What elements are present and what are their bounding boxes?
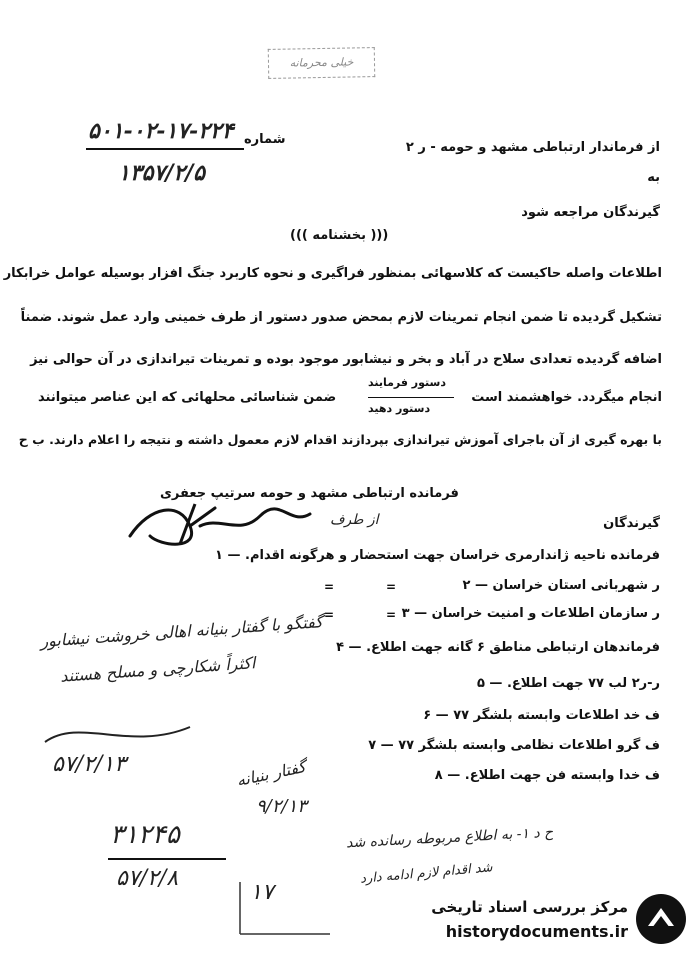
handwritten-bottom-date: ۵۷/۲/۸ [116,866,179,891]
recipients-label: گیرندگان [603,516,660,531]
ditto-mark: = [324,580,335,594]
handwritten-note-date: ۵۷/۲/۱۳ [52,752,126,777]
body-line-4-option-lower: دستور دهید [368,402,431,415]
recipient-item: ۵ — ر-ر۲ لب ۷۷ جهت اطلاع. [476,676,660,691]
bottom-stamp-frame [236,876,336,940]
body-line-4-option-upper: دستور فرمایند [368,376,446,389]
body-line-1: اطلاعات واصله حاکیست که کلاسهائی بمنظور فراگیری و نحوه کاربرد جنگ افزار بوسیله عوامل خرابکار [3,266,662,281]
ditto-mark: = [386,608,397,622]
signature-on-behalf: از طرف [330,512,379,528]
body-line-3: اضافه گردیده تعدادی سلاح در آباد و بخر و نیشابور موجود بوده و تمرینات تیراندازی در آن حوالی نیز [30,352,662,367]
recipient-item: ۴ — فرماندهان ارتباطی مناطق ۶ گانه جهت اطلاع. [336,640,660,655]
signature-scribble [120,496,320,554]
recipient-item: ۱ — فرمانده ناحیه ژاندارمری خراسان جهت استحضار و هرگونه اقدام. [215,548,660,563]
to-line: گیرندگان مراجعه شود [521,205,660,220]
handwritten-bottom-number: ۳۱۲۴۵ [110,820,180,850]
recipient-item: ۷ — ف گرو اطلاعات نظامی وابسته بلشگر ۷۷ [368,738,660,753]
ditto-mark: = [386,580,397,594]
signature-title: فرمانده ارتباطی مشهد و حومه سرتیپ جعفری [160,486,459,501]
circular-title: ((( بخشنامه ))) [290,228,389,243]
recipient-item: ۸ — ف خدا وابسته فن جهت اطلاع. [434,768,660,783]
recipient-item: ۲ — ر شهربانی استان خراسان [462,578,660,593]
recipient-item: ۳ — ر سازمان اطلاعات و امنیت خراسان [401,606,660,621]
document-number: ۵۰۱-۰۲-۱۷-۲۲۴ [88,118,234,144]
from-line: از فرماندار ارتباطی مشهد و حومه - ر ۲ [405,140,660,155]
handwritten-flourish [40,712,200,752]
handwritten-middle-date: ۹/۲/۱۳ [256,796,307,817]
body-line-4-start: انجام میگردد. خواهشمند است [471,390,662,405]
number-label: شماره [244,132,286,147]
handwritten-bottom-note-2: شد اقدام لازم ادامه دارد [359,860,494,887]
handwritten-note-line-1: گفتگو با گفتار بنیانه اهالی خروشت نیشابور [39,612,324,651]
body-line-2: تشکیل گردیده تا ضمن انجام تمرینات لازم بمحض صدور دستور از طرف خمینی وارد عمل شوند. ضمناً [20,310,662,325]
handwritten-middle-note: گفتار بنیانه [234,756,308,791]
watermark-org-name: مرکز بررسی اسناد تاریخی [431,898,628,916]
to-label: به [647,170,660,185]
handwritten-date: ۱۳۵۷/۲/۵ [118,160,205,186]
classification-stamp: خیلی محرمانه [268,47,376,79]
handwritten-bottom-small: ۱۷ [250,880,274,905]
handwritten-bottom-note-1: ح د ۱- به اطلاع مربوطه رسانده شد [345,824,554,852]
body-line-4-end: ضمن شناسائی محلهائی که این عناصر میتوانند [38,390,337,405]
handwritten-note-line-2: اکثراً شکارچی و مسلح هستند [59,653,256,686]
recipient-item: ۶ — ف خد اطلاعات وابسته بلشگر ۷۷ [423,708,660,723]
body-line-5: با بهره گیری از آن باجرای آموزش تیراندازی بپردازند اقدام لازم معمول داشته و نتیجه را اعلام دارند. ب ح [18,432,662,447]
ditto-mark: = [324,608,335,622]
watermark-logo [412,888,694,950]
watermark-url: historydocuments.ir [445,922,628,941]
book-logo-icon [634,892,688,946]
